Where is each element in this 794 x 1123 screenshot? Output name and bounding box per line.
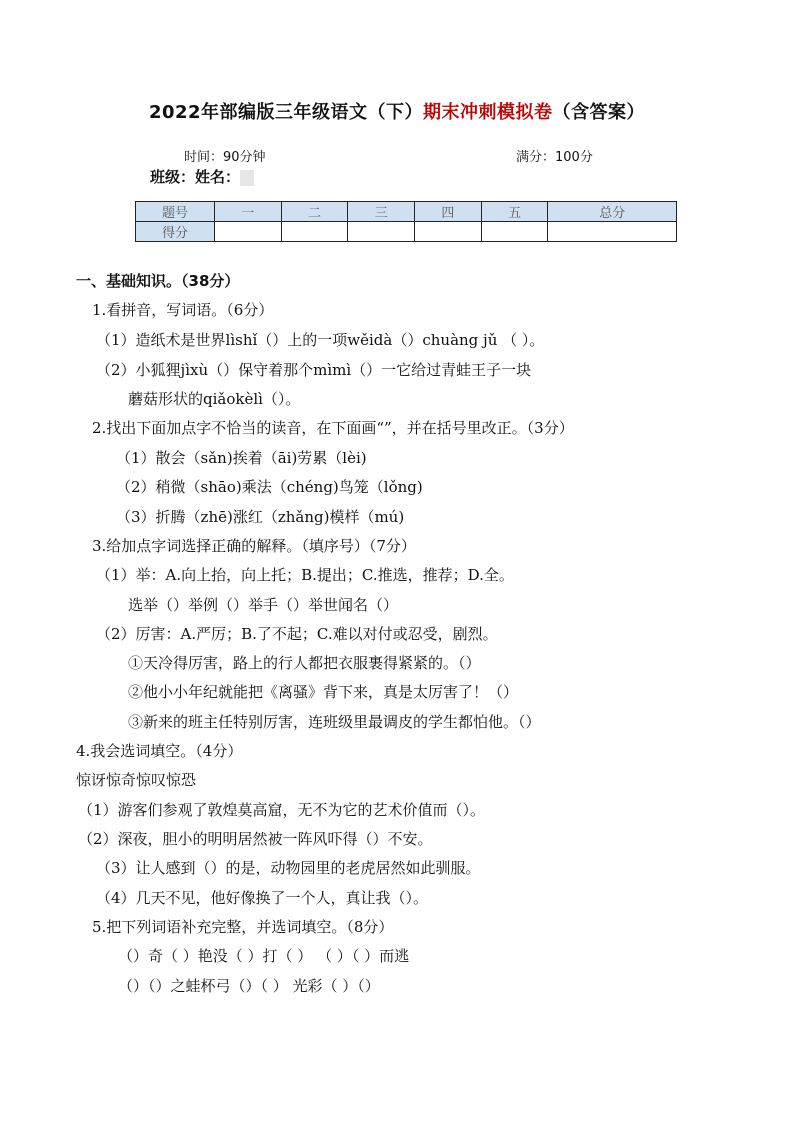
question-1-item-2: （2）小狐狸jìxù（）保守着那个mìmì（）一它给过青蛙王子一块 (96, 361, 532, 379)
title-part-exam: 期末冲刺模拟卷 (423, 102, 553, 123)
column-header: 四 (415, 202, 482, 222)
question-number-label: 题号 (136, 202, 215, 222)
question-1-heading: 1.看拼音，写词语。（6分） (92, 301, 274, 319)
question-5-row-2: （）（）之蛙杯弓（）（ ） 光彩（ ）（） (118, 977, 380, 995)
question-4-item-3: （3）让人感到（）的是，动物园里的老虎居然如此驯服。 (96, 859, 481, 877)
question-3-sentence-1: ①天冷得厉害，路上的行人都把衣服裹得紧紧的。（） (128, 654, 481, 672)
question-4-heading: 4.我会选词填空。（4分） (76, 742, 243, 760)
column-header: 二 (281, 202, 348, 222)
question-2-item-1: （1）散会（sǎn)挨着（āi)劳累（lèi) (116, 449, 367, 467)
question-3-item-1: （1）举：A.向上抬，向上托；B.提出；C.推选，推荐；D.全。 (96, 566, 514, 584)
score-cell[interactable] (215, 222, 282, 242)
question-3-sentence-2: ②他小小年纪就能把《离骚》背下来，真是太厉害了！（） (128, 683, 519, 701)
title-part-grade: 2022年部编版三年级语文（下） (148, 102, 424, 123)
section-1-heading: 一、基础知识。（38分） (76, 272, 240, 290)
page-title (0, 98, 794, 124)
question-3-heading: 3.给加点字词选择正确的解释。（填序号）（7分） (92, 537, 416, 555)
full-score: 满分：100分 (516, 150, 593, 165)
exam-time: 时间：90分钟 (184, 150, 266, 165)
question-4-item-4: （4）几天不见，他好像换了一个人，真让我（）。 (96, 889, 429, 907)
question-3-item-1-blanks: 选举（）举例（）举手（）举世闻名（） (128, 596, 399, 614)
score-table (135, 201, 677, 242)
question-4-word-bank: 惊讶惊奇惊叹惊恐 (76, 771, 197, 789)
score-cell[interactable] (548, 222, 677, 242)
column-header: 一 (215, 202, 282, 222)
question-1-item-2-cont: 蘑菇形状的qiǎokèlì（）。 (128, 390, 301, 408)
score-cell[interactable] (348, 222, 415, 242)
question-2-item-3: （3）折腾（zhē)涨红（zhǎng)模样（mú) (116, 508, 405, 526)
question-3-sentence-3: ③新来的班主任特别厉害，连班级里最调皮的学生都怕他。（） (128, 713, 541, 731)
name-blank[interactable] (240, 170, 254, 186)
score-cell[interactable] (415, 222, 482, 242)
question-1-item-1: （1）造纸术是世界lìshǐ（）上的一项wěidà（）chuàng jǔ （ ）。 (96, 331, 545, 349)
question-3-item-2: （2）厉害：A.严厉；B.了不起；C.难以对付或忍受，剧烈。 (96, 625, 498, 643)
score-table-header-row (136, 202, 677, 222)
score-label: 得分 (136, 222, 215, 242)
question-5-heading: 5.把下列词语补充完整，并选词填空。（8分） (92, 918, 394, 936)
class-name-label: 班级：姓名： (150, 168, 241, 186)
class-name-line (150, 166, 254, 187)
question-2-heading: 2.找出下面加点字不恰当的读音，在下面画“”，并在括号里改正。（3分） (92, 419, 574, 437)
question-2-item-2: （2）稍微（shāo)乘法（chéng)鸟笼（lǒng) (116, 478, 423, 496)
column-header: 五 (481, 202, 548, 222)
score-cell[interactable] (481, 222, 548, 242)
column-header: 三 (348, 202, 415, 222)
question-5-row-1: （）奇（ ）艳没（ ）打（ ） （ ）（ ）而逃 (118, 947, 410, 965)
column-header: 总分 (548, 202, 677, 222)
score-cell[interactable] (281, 222, 348, 242)
title-part-answers: （含答案） (552, 102, 646, 123)
score-table-score-row (136, 222, 677, 242)
question-4-item-2: （2）深夜，胆小的明明居然被一阵风吓得（）不安。 (78, 830, 433, 848)
question-4-item-1: （1）游客们参观了敦煌莫高窟，无不为它的艺术价值而（）。 (78, 801, 486, 819)
